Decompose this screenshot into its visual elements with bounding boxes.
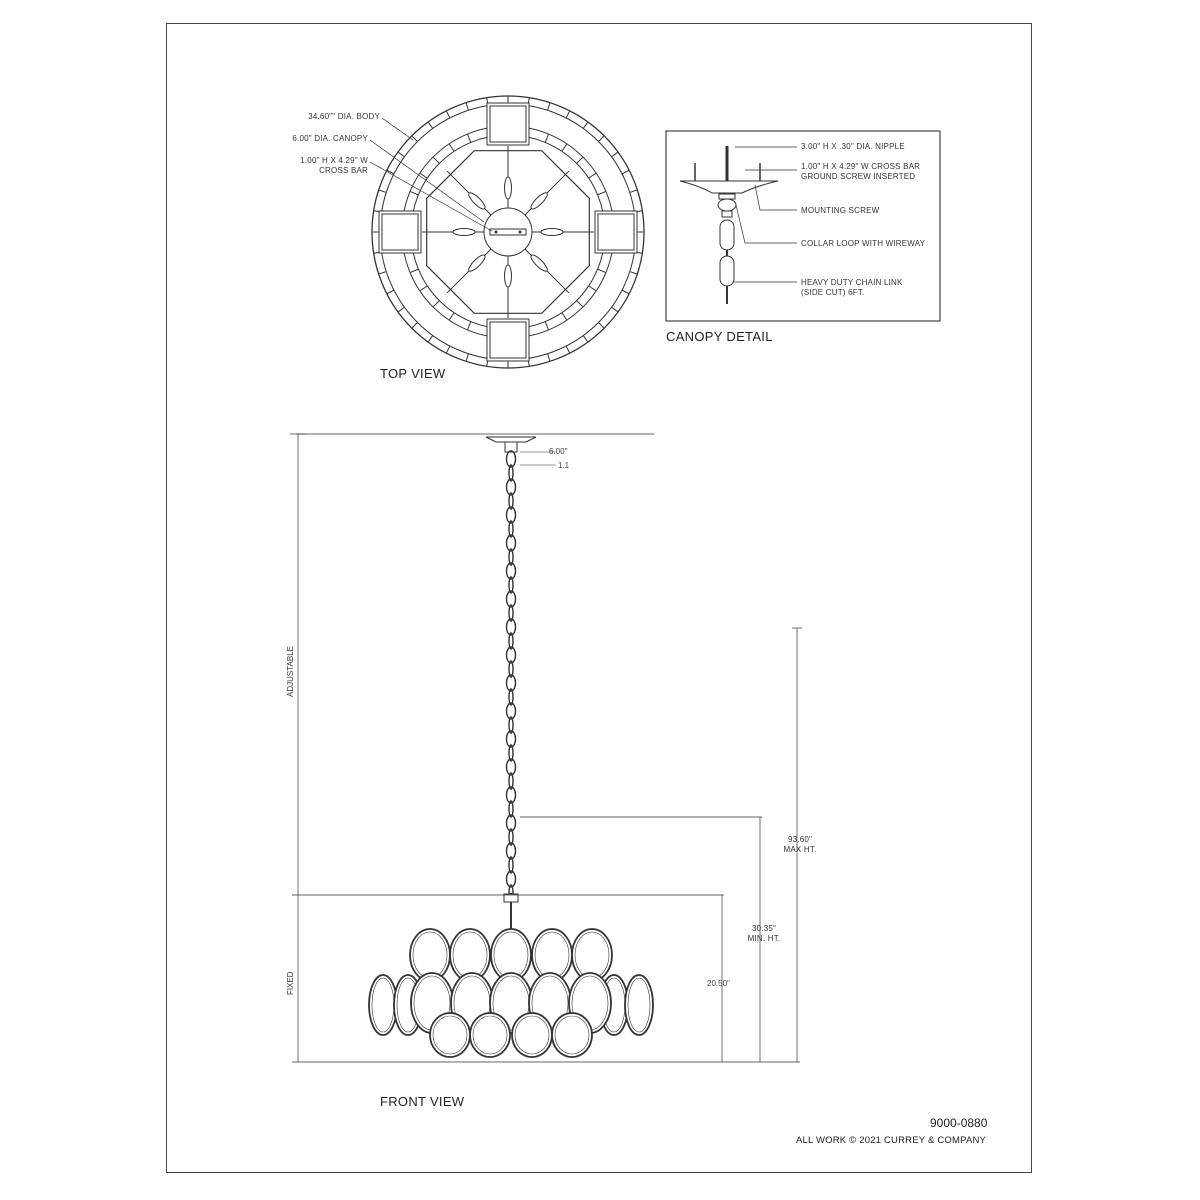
inner-segment-divider: [562, 144, 567, 151]
inner-segment-divider: [420, 286, 427, 291]
chain-link-2: [720, 256, 734, 286]
inner-segment-divider: [545, 134, 548, 142]
canopy-detail-title: CANOPY DETAIL: [666, 329, 773, 344]
outer-segment-divider: [583, 336, 588, 342]
square-panel: [487, 319, 529, 361]
dim-body-height-label: 20.50": [707, 979, 730, 988]
inner-segment-divider: [410, 191, 418, 194]
outer-segment-divider: [599, 323, 605, 329]
outer-segment-divider: [466, 103, 468, 111]
inner-segment-divider: [433, 301, 439, 307]
outer-segment-divider: [548, 103, 550, 111]
top-view-drawing: [370, 96, 644, 368]
square-panel: [379, 211, 421, 253]
disc-lower: [470, 1013, 510, 1057]
inner-segment-divider: [449, 313, 454, 320]
disc-lower: [552, 1013, 592, 1057]
callout-body-diameter: 34.60"" DIA. BODY: [308, 112, 380, 121]
inner-segment-divider: [589, 286, 596, 291]
dim-min-height-label: 30.35" MIN. HT.: [747, 924, 781, 943]
chain-link-1: [720, 220, 734, 250]
dim-canopy-width: 6.00": [549, 447, 568, 456]
outer-segment-divider: [466, 354, 468, 362]
outer-segment-divider: [412, 323, 418, 329]
label-adjustable: ADJUSTABLE: [286, 646, 295, 697]
outer-segment-divider: [428, 336, 433, 342]
inner-segment-divider: [467, 322, 470, 330]
candle-arm: [505, 265, 512, 287]
callout-nipple: 3.00" H X .30" DIA. NIPPLE: [801, 142, 905, 151]
candle-arm: [467, 253, 488, 274]
canopy-front: [486, 437, 536, 442]
callout-canopy-diameter: 6.00" DIA. CANOPY: [292, 134, 368, 143]
candle-arm: [541, 229, 563, 236]
disc-lower: [430, 1013, 470, 1057]
outer-segment-divider: [599, 136, 605, 142]
candle-arm: [505, 177, 512, 199]
outer-segment-divider: [630, 190, 638, 192]
outer-segment-divider: [566, 111, 570, 118]
inner-segment-divider: [545, 322, 548, 330]
inner-segment-divider: [562, 313, 567, 320]
outer-segment-divider: [446, 346, 450, 353]
inner-segment-divider: [433, 157, 439, 163]
front-view-drawing: [290, 434, 802, 1062]
outer-segment-divider: [398, 307, 404, 312]
inner-segment-divider: [589, 173, 596, 178]
top-view-title: TOP VIEW: [380, 366, 446, 381]
outer-segment-divider: [379, 272, 387, 274]
inner-segment-divider: [598, 269, 606, 272]
inner-segment-divider: [577, 157, 583, 163]
glass-disc-tiers: [369, 929, 653, 1057]
outer-segment-divider: [387, 290, 394, 294]
outer-segment-divider: [428, 122, 433, 128]
outer-segment-divider: [612, 152, 618, 157]
square-panel: [487, 103, 529, 145]
canopy-dish: [680, 181, 778, 193]
outer-segment-divider: [446, 111, 450, 118]
chain: [507, 451, 516, 901]
dim-max-height-label: 93.60" MAX HT.: [783, 835, 817, 854]
callout-cross-bar-ground: 1.00" H X 4.29" W CROSS BAR GROUND SCREW INSERTED: [801, 162, 921, 181]
copyright-notice: ALL WORK © 2021 CURREY & COMPANY: [796, 1135, 987, 1146]
candle-arm: [529, 253, 550, 274]
callout-mounting-screw: MOUNTING SCREW: [801, 206, 880, 215]
callout-cross-bar: 1.00" H X 4.29" W CROSS BAR: [300, 156, 368, 175]
disc-lower: [512, 1013, 552, 1057]
front-view-title: FRONT VIEW: [380, 1094, 465, 1109]
label-fixed: FIXED: [286, 971, 295, 995]
candle-arm: [453, 229, 475, 236]
outer-segment-divider: [612, 307, 618, 312]
callout-leader-body: [382, 118, 413, 140]
collar-loop: [718, 199, 736, 211]
candle-arm: [467, 191, 488, 212]
inner-segment-divider: [449, 144, 454, 151]
dim-canopy-height: 1.1: [558, 461, 570, 470]
outer-segment-divider: [583, 122, 588, 128]
outer-segment-divider: [548, 354, 550, 362]
inner-segment-divider: [577, 301, 583, 307]
outer-segment-divider: [622, 290, 629, 294]
callout-collar-loop: COLLAR LOOP WITH WIREWAY: [801, 239, 926, 248]
inner-segment-divider: [420, 173, 427, 178]
disc-side: [369, 975, 397, 1035]
outer-segment-divider: [379, 190, 387, 192]
inner-segment-divider: [598, 191, 606, 194]
outer-segment-divider: [622, 170, 629, 174]
inner-segment-divider: [467, 134, 470, 142]
inner-segment-divider: [410, 269, 418, 272]
outer-segment-divider: [398, 152, 404, 157]
outer-segment-divider: [412, 136, 418, 142]
callout-chain-link: HEAVY DUTY CHAIN LINK (SIDE CUT) 6FT.: [801, 278, 903, 297]
disc-side: [625, 975, 653, 1035]
outer-segment-divider: [630, 272, 638, 274]
square-panel: [595, 211, 637, 253]
product-sku: 9000-0880: [930, 1116, 988, 1130]
candle-arm: [529, 191, 550, 212]
outer-segment-divider: [566, 346, 570, 353]
